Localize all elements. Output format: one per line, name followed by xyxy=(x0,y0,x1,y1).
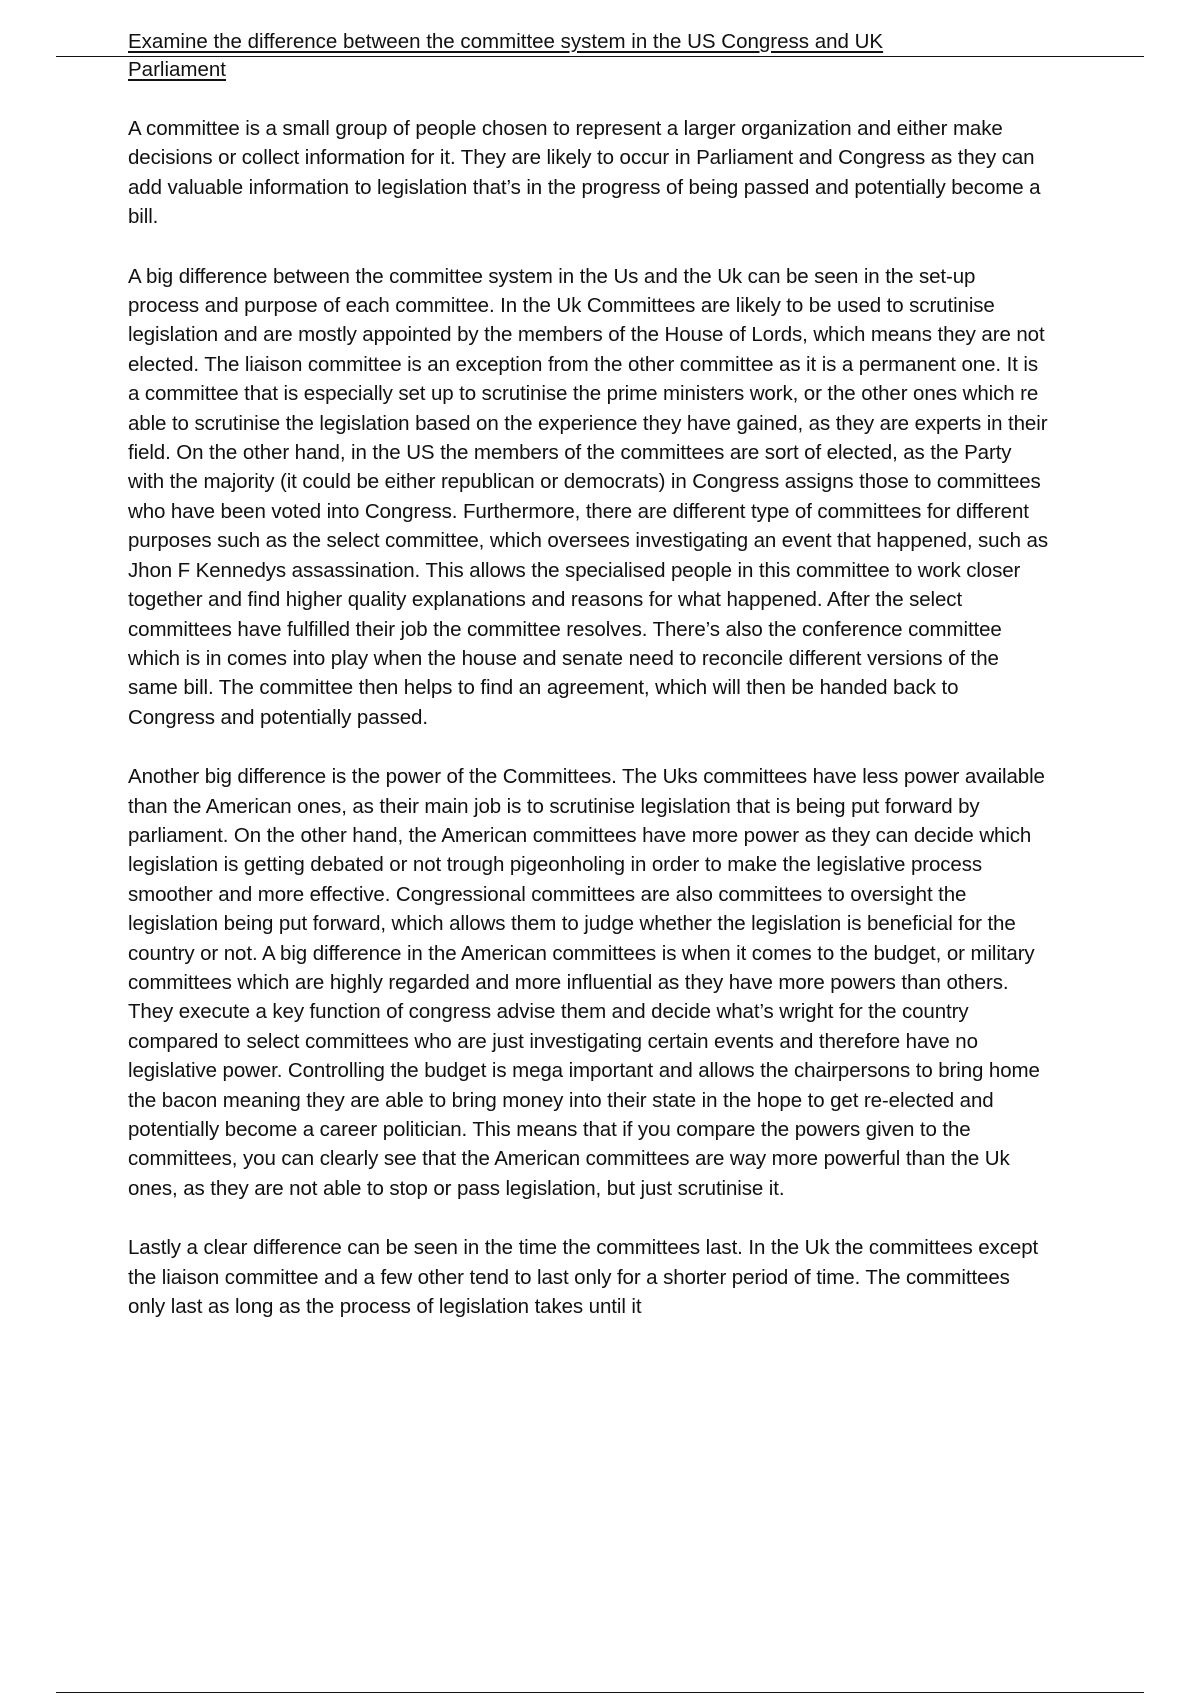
paragraph-definition: A committee is a small group of people chosen to represent a larger organization and either make decisions or collect information for it. They are likely to occur in Parliament and Congress as they can add valuable information to legislation that’s in the progress of being passed and potentially become a bill. xyxy=(128,117,1041,229)
document-body xyxy=(128,28,1048,1321)
essay-title: Examine the difference between the committee system in the US Congress and UK Parliament xyxy=(128,30,884,81)
footer-rule xyxy=(56,1692,1144,1693)
paragraph-setup-process: A big difference between the committee system in the Us and the Uk can be seen in the set-up process and purpose of each committee. In the Uk Committees are likely to be used to scrutinise legislation and are mostly appointed by the members of the House of Lords, which means they are not elected. The liaison committee is an exception from the other committee as it is a permanent one. It is a committee that is especially set up to scrutinise the prime ministers work, or the other ones which re able to scrutinise the legislation based on the experience they have gained, as they are experts in their field. On the other hand, in the US the members of the committees are sort of elected, as the Party with the majority (it could be either republican or democrats) in Congress assigns those to committees who have been voted into Congress. Furthermore, there are different type of committees for different purposes such as the select committee, which oversees investigating an event that happened, such as Jhon F Kennedys assassination. This allows the specialised people in this committee to work closer together and find higher quality explanations and reasons for what happened. After the select committees have fulfilled their job the committee resolves. There’s also the conference committee which is in comes into play when the house and senate need to reconcile different versions of the same bill. The committee then helps to find an agreement, which will then be handed back to Congress and potentially passed. xyxy=(128,264,1048,729)
paragraph-duration: Lastly a clear difference can be seen in the time the committees last. In the Uk the committees except the liaison committee and a few other tend to last only for a shorter period of time. The committees only last as long as the process of legislation takes until it xyxy=(128,1236,1039,1319)
paragraph-power: Another big difference is the power of the Committees. The Uks committees have less power available than the American ones, as their main job is to scrutinise legislation that is being put forward by parliament. On the other hand, the American committees have more power as they can decide which legislation is getting debated or not trough pigeonholing in order to make the legislative process smoother and more effective. Congressional committees are also committees to oversight the legislation being put forward, which allows them to judge whether the legislation is beneficial for the country or not. A big difference in the American committees is when it comes to the budget, or military committees which are highly regarded and more influential as they have more powers than others. They execute a key function of congress advise them and decide what’s wright for the country compared to select committees who are just investigating certain events and therefore have no legislative power. Controlling the budget is mega important and allows the chairpersons to bring home the bacon meaning they are able to bring money into their state in the hope to get re-elected and potentially become a career politician. This means that if you compare the powers given to the committees, you can clearly see that the American committees are way more powerful than the Uk ones, as they are not able to stop or pass legislation, but just scrutinise it. xyxy=(128,765,1045,1200)
